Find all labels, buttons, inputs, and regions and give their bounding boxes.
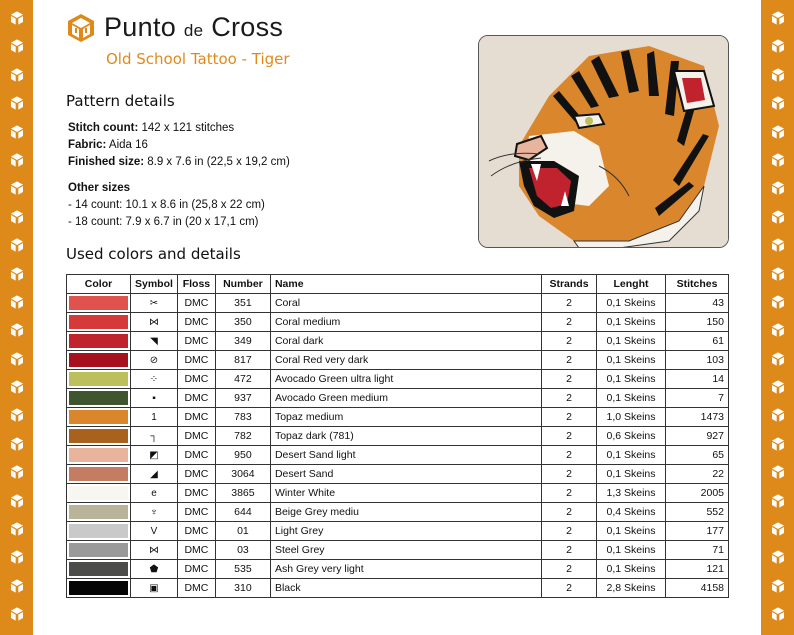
floss-cell: DMC <box>177 389 215 408</box>
length-cell: 0,1 Skeins <box>597 370 666 389</box>
number-cell: 3865 <box>215 484 270 503</box>
name-cell: Ash Grey very light <box>270 560 541 579</box>
brand-de: de <box>183 21 204 40</box>
cube-pattern-icon <box>768 178 788 198</box>
table-row <box>67 427 729 446</box>
cube-pattern-icon <box>768 292 788 312</box>
color-swatch <box>69 353 128 367</box>
floss-cell: DMC <box>177 313 215 332</box>
floss-cell: DMC <box>177 484 215 503</box>
length-cell: 0,1 Skeins <box>597 560 666 579</box>
header-name: Name <box>270 275 541 294</box>
strands-cell: 2 <box>542 522 597 541</box>
floss-cell: DMC <box>177 541 215 560</box>
strands-cell: 2 <box>542 465 597 484</box>
floss-cell: DMC <box>177 503 215 522</box>
table-row <box>67 503 729 522</box>
color-swatch <box>69 429 128 443</box>
name-cell: Coral medium <box>270 313 541 332</box>
cube-pattern-icon <box>768 264 788 284</box>
size-18-count: - 18 count: 7.9 x 6.7 in (20 x 17,1 cm) <box>68 216 259 228</box>
color-swatch <box>69 543 128 557</box>
color-swatch-cell <box>67 560 131 579</box>
strands-cell: 2 <box>542 294 597 313</box>
cube-pattern-icon <box>7 292 27 312</box>
symbol-cell: e <box>131 484 178 503</box>
length-cell: 0,1 Skeins <box>597 541 666 560</box>
length-cell: 0,1 Skeins <box>597 522 666 541</box>
stitches-cell: 121 <box>666 560 729 579</box>
stitches-cell: 1473 <box>666 408 729 427</box>
cube-pattern-icon <box>7 207 27 227</box>
color-swatch <box>69 296 128 310</box>
cube-pattern-icon <box>7 320 27 340</box>
length-cell: 1,0 Skeins <box>597 408 666 427</box>
symbol-cell: 1 <box>131 408 178 427</box>
name-cell: Desert Sand <box>270 465 541 484</box>
strands-cell: 2 <box>542 408 597 427</box>
cube-pattern-icon <box>7 93 27 113</box>
floss-cell: DMC <box>177 560 215 579</box>
stitches-cell: 2005 <box>666 484 729 503</box>
floss-cell: DMC <box>177 332 215 351</box>
number-cell: 349 <box>215 332 270 351</box>
floss-cell: DMC <box>177 465 215 484</box>
color-table-header <box>67 275 729 294</box>
floss-cell: DMC <box>177 294 215 313</box>
color-swatch <box>69 467 128 481</box>
floss-cell: DMC <box>177 370 215 389</box>
floss-cell: DMC <box>177 427 215 446</box>
name-cell: Desert Sand light <box>270 446 541 465</box>
color-swatch-cell <box>67 446 131 465</box>
color-swatch <box>69 391 128 405</box>
cube-pattern-icon <box>768 8 788 28</box>
tiger-pattern-preview <box>478 35 729 248</box>
name-cell: Avocado Green ultra light <box>270 370 541 389</box>
symbol-cell: ◩ <box>131 446 178 465</box>
number-cell: 937 <box>215 389 270 408</box>
color-swatch-cell <box>67 522 131 541</box>
cube-pattern-icon <box>768 150 788 170</box>
number-cell: 351 <box>215 294 270 313</box>
cube-pattern-icon <box>7 150 27 170</box>
length-cell: 0,1 Skeins <box>597 446 666 465</box>
length-cell: 0,1 Skeins <box>597 465 666 484</box>
length-cell: 0,1 Skeins <box>597 351 666 370</box>
number-cell: 783 <box>215 408 270 427</box>
strands-cell: 2 <box>542 579 597 598</box>
stitches-cell: 71 <box>666 541 729 560</box>
header-number: Number <box>215 275 270 294</box>
length-cell: 0,4 Skeins <box>597 503 666 522</box>
color-swatch-cell <box>67 351 131 370</box>
strands-cell: 2 <box>542 332 597 351</box>
name-cell: Avocado Green medium <box>270 389 541 408</box>
cube-pattern-icon <box>7 576 27 596</box>
length-cell: 2,8 Skeins <box>597 579 666 598</box>
color-swatch-cell <box>67 370 131 389</box>
color-swatch <box>69 448 128 462</box>
number-cell: 817 <box>215 351 270 370</box>
pattern-details-title: Pattern details <box>66 92 175 110</box>
name-cell: Coral dark <box>270 332 541 351</box>
used-colors-title: Used colors and details <box>66 245 241 263</box>
length-cell: 0,6 Skeins <box>597 427 666 446</box>
table-row <box>67 313 729 332</box>
color-swatch <box>69 581 128 595</box>
floss-cell: DMC <box>177 351 215 370</box>
table-row <box>67 579 729 598</box>
name-cell: Light Grey <box>270 522 541 541</box>
brand-main: Punto <box>104 12 177 42</box>
table-row <box>67 560 729 579</box>
symbol-cell: V <box>131 522 178 541</box>
symbol-cell: ⋈ <box>131 541 178 560</box>
color-swatch-cell <box>67 579 131 598</box>
strands-cell: 2 <box>542 503 597 522</box>
table-row <box>67 541 729 560</box>
stitches-cell: 7 <box>666 389 729 408</box>
stitches-cell: 177 <box>666 522 729 541</box>
number-cell: 350 <box>215 313 270 332</box>
name-cell: Topaz medium <box>270 408 541 427</box>
table-row <box>67 446 729 465</box>
length-cell: 1,3 Skeins <box>597 484 666 503</box>
symbol-cell: ♆ <box>131 503 178 522</box>
cube-pattern-icon <box>768 547 788 567</box>
stitches-cell: 43 <box>666 294 729 313</box>
color-swatch-cell <box>67 408 131 427</box>
strands-cell: 2 <box>542 560 597 579</box>
symbol-cell: ┐ <box>131 427 178 446</box>
number-cell: 310 <box>215 579 270 598</box>
color-swatch-cell <box>67 313 131 332</box>
strands-cell: 2 <box>542 370 597 389</box>
tiger-head-image <box>479 36 729 248</box>
length-cell: 0,1 Skeins <box>597 332 666 351</box>
strands-cell: 2 <box>542 313 597 332</box>
strands-cell: 2 <box>542 484 597 503</box>
other-sizes-label: Other sizes <box>68 182 130 194</box>
stitch-count-line: Stitch count: 142 x 121 stitches <box>68 122 235 134</box>
color-swatch <box>69 372 128 386</box>
table-row <box>67 370 729 389</box>
number-cell: 535 <box>215 560 270 579</box>
cube-pattern-icon <box>768 576 788 596</box>
cube-pattern-icon <box>768 434 788 454</box>
cube-pattern-icon <box>7 178 27 198</box>
table-row <box>67 522 729 541</box>
cube-pattern-icon <box>7 8 27 28</box>
cube-pattern-icon <box>7 462 27 482</box>
number-cell: 03 <box>215 541 270 560</box>
length-cell: 0,1 Skeins <box>597 294 666 313</box>
left-decorative-border <box>0 0 33 635</box>
number-cell: 782 <box>215 427 270 446</box>
name-cell: Winter White <box>270 484 541 503</box>
cube-pattern-icon <box>768 377 788 397</box>
color-swatch-cell <box>67 294 131 313</box>
color-swatch-cell <box>67 465 131 484</box>
color-swatch-cell <box>67 541 131 560</box>
right-decorative-border <box>761 0 794 635</box>
cube-pattern-icon <box>7 122 27 142</box>
cube-pattern-icon <box>7 604 27 624</box>
color-swatch <box>69 505 128 519</box>
cube-pattern-icon <box>7 349 27 369</box>
symbol-cell: ◥ <box>131 332 178 351</box>
finished-size-line: Finished size: 8.9 x 7.6 in (22,5 x 19,2 cm) <box>68 156 290 168</box>
floss-cell: DMC <box>177 522 215 541</box>
color-swatch <box>69 410 128 424</box>
stitches-cell: 14 <box>666 370 729 389</box>
symbol-cell: ▣ <box>131 579 178 598</box>
cube-pattern-icon <box>768 122 788 142</box>
stitches-cell: 150 <box>666 313 729 332</box>
cube-pattern-icon <box>768 207 788 227</box>
stitches-cell: 61 <box>666 332 729 351</box>
floss-cell: DMC <box>177 579 215 598</box>
symbol-cell: ◢ <box>131 465 178 484</box>
cube-pattern-icon <box>7 377 27 397</box>
length-cell: 0,1 Skeins <box>597 313 666 332</box>
color-table <box>66 274 729 598</box>
brand-logo <box>66 12 283 43</box>
cube-pattern-icon <box>7 491 27 511</box>
name-cell: Coral Red very dark <box>270 351 541 370</box>
cube-logo-icon <box>66 13 96 43</box>
cube-pattern-icon <box>7 36 27 56</box>
cube-pattern-icon <box>7 434 27 454</box>
strands-cell: 2 <box>542 351 597 370</box>
cube-pattern-icon <box>768 462 788 482</box>
header-strands: Strands <box>542 275 597 294</box>
floss-cell: DMC <box>177 408 215 427</box>
cube-pattern-icon <box>768 36 788 56</box>
cube-pattern-icon <box>7 519 27 539</box>
cube-pattern-icon <box>768 65 788 85</box>
color-swatch <box>69 334 128 348</box>
symbol-cell: ✂ <box>131 294 178 313</box>
header-length: Lenght <box>597 275 666 294</box>
length-cell: 0,1 Skeins <box>597 389 666 408</box>
cube-pattern-icon <box>7 547 27 567</box>
cube-pattern-icon <box>7 65 27 85</box>
header-stitches: Stitches <box>666 275 729 294</box>
size-14-count: - 14 count: 10.1 x 8.6 in (25,8 x 22 cm) <box>68 199 265 211</box>
fabric-line: Fabric: Aida 16 <box>68 139 148 151</box>
color-swatch-cell <box>67 484 131 503</box>
number-cell: 644 <box>215 503 270 522</box>
cube-pattern-icon <box>7 235 27 255</box>
pattern-details <box>68 120 290 231</box>
brand-end: Cross <box>211 12 284 42</box>
cube-pattern-icon <box>768 349 788 369</box>
cube-pattern-icon <box>7 405 27 425</box>
table-row <box>67 484 729 503</box>
floss-cell: DMC <box>177 446 215 465</box>
stitches-cell: 22 <box>666 465 729 484</box>
cube-pattern-icon <box>7 264 27 284</box>
header-symbol: Symbol <box>131 275 178 294</box>
number-cell: 472 <box>215 370 270 389</box>
color-swatch <box>69 562 128 576</box>
stitches-cell: 552 <box>666 503 729 522</box>
table-row <box>67 389 729 408</box>
pattern-subtitle: Old School Tattoo - Tiger <box>106 50 290 68</box>
table-row <box>67 332 729 351</box>
table-row <box>67 465 729 484</box>
brand-name <box>104 12 283 43</box>
symbol-cell: ⬟ <box>131 560 178 579</box>
stitches-cell: 4158 <box>666 579 729 598</box>
cube-pattern-icon <box>768 519 788 539</box>
cube-pattern-icon <box>768 405 788 425</box>
name-cell: Topaz dark (781) <box>270 427 541 446</box>
table-row <box>67 351 729 370</box>
symbol-cell: ⁘ <box>131 370 178 389</box>
header-color: Color <box>67 275 131 294</box>
name-cell: Coral <box>270 294 541 313</box>
table-row <box>67 294 729 313</box>
cube-pattern-icon <box>768 604 788 624</box>
strands-cell: 2 <box>542 446 597 465</box>
symbol-cell: ⊘ <box>131 351 178 370</box>
cube-pattern-icon <box>768 93 788 113</box>
color-swatch-cell <box>67 332 131 351</box>
strands-cell: 2 <box>542 427 597 446</box>
strands-cell: 2 <box>542 541 597 560</box>
number-cell: 01 <box>215 522 270 541</box>
cube-pattern-icon <box>768 320 788 340</box>
symbol-cell: ▪ <box>131 389 178 408</box>
stitches-cell: 927 <box>666 427 729 446</box>
color-swatch <box>69 486 128 500</box>
name-cell: Black <box>270 579 541 598</box>
cube-pattern-icon <box>768 491 788 511</box>
number-cell: 950 <box>215 446 270 465</box>
cube-pattern-icon <box>768 235 788 255</box>
symbol-cell: ⋈ <box>131 313 178 332</box>
number-cell: 3064 <box>215 465 270 484</box>
color-swatch-cell <box>67 427 131 446</box>
color-swatch <box>69 315 128 329</box>
table-row <box>67 408 729 427</box>
strands-cell: 2 <box>542 389 597 408</box>
color-swatch-cell <box>67 503 131 522</box>
stitches-cell: 103 <box>666 351 729 370</box>
header-floss: Floss <box>177 275 215 294</box>
color-swatch <box>69 524 128 538</box>
color-swatch-cell <box>67 389 131 408</box>
name-cell: Beige Grey mediu <box>270 503 541 522</box>
stitches-cell: 65 <box>666 446 729 465</box>
name-cell: Steel Grey <box>270 541 541 560</box>
